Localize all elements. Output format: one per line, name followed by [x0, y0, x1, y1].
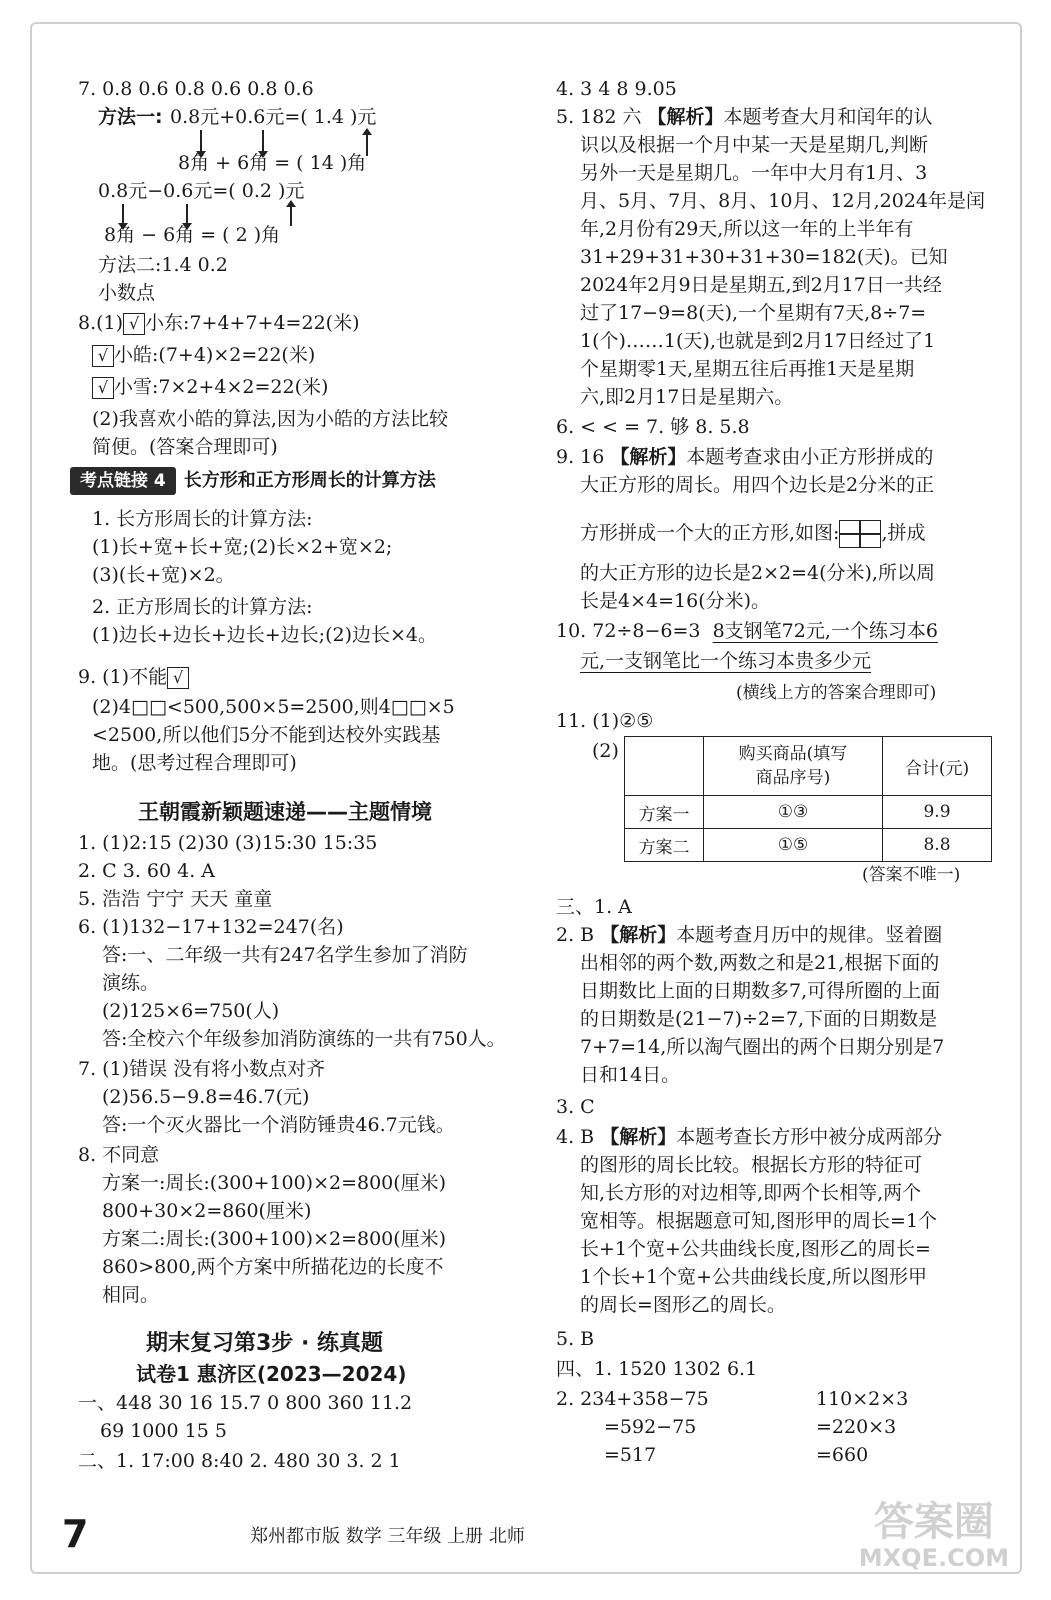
table-header-total: 合计(元) [883, 737, 992, 796]
r-q11-a: 11. (1)②⑤ [556, 710, 654, 732]
table-header-empty [625, 737, 704, 796]
s4-q1: 四、1. 1520 1302 6.1 [556, 1358, 758, 1380]
table-row [625, 829, 992, 862]
exam-subtitle: 试卷1 惠济区(2023—2024) [136, 1362, 407, 1386]
r-q6-8: 6. < < = 7. 够 8. 5.8 [556, 416, 750, 438]
knowledge-4: 2. 正方形周长的计算方法: [92, 596, 313, 618]
plan-items: ①③ [704, 796, 883, 829]
s3-q2-line1 [556, 922, 942, 948]
s3-q2-line6: 日和14日。 [580, 1064, 681, 1086]
r-q5-line2: 识以及根据一个月中某一天是星期几,判断 [580, 134, 929, 156]
arrow-up-icon [366, 134, 368, 156]
r-q5-answer: 5. 182 六 [556, 106, 642, 128]
s3-q4-line1 [556, 1124, 942, 1150]
plan-table [624, 736, 992, 862]
q9-line2: (2)4□□<500,500×5=2500,则4□□×5 [92, 696, 455, 718]
s3-q2-line5: 7+7=14,所以淘气圈出的两个日期分别是7 [580, 1036, 945, 1058]
s3-q4-line3: 知,长方形的对边相等,即两个长相等,两个 [580, 1182, 922, 1204]
q8-line5: 简便。(答案合理即可) [92, 436, 278, 458]
s4-q2-b2: =220×3 [816, 1416, 897, 1438]
s3-q3: 3. C [556, 1096, 595, 1118]
new-q8-d: 方案二:周长:(300+100)×2=800(厘米) [102, 1228, 447, 1250]
new-q7-c: 答:一个灭火器比一个消防锤贵46.7元钱。 [102, 1114, 455, 1136]
method1-eq2b: 8角 − 6角 = ( 2 )角 [104, 224, 281, 246]
s3-q4-answer: 4. B [556, 1126, 595, 1148]
s3-q4-line6: 1个长+1个宽+公共曲线长度,所以图形甲 [580, 1266, 928, 1288]
s3-q4-text: 本题考查长方形中被分成两部分 [676, 1126, 943, 1148]
r-q10-note: (横线上方的答案合理即可) [736, 683, 937, 703]
arrow-up-icon [290, 206, 292, 226]
watermark-top: 答案圈 [873, 1499, 994, 1545]
s3-q2-line3: 日期数比上面的日期数多7,可得所圈的上面 [580, 980, 941, 1002]
q7-line: 7. 0.8 0.6 0.8 0.6 0.8 0.6 [78, 78, 314, 100]
watermark-bottom: MXQE.COM [858, 1544, 1009, 1572]
r-q11-note: (答案不唯一) [862, 865, 961, 885]
new-q5: 5. 浩浩 宁宁 天天 童童 [78, 888, 273, 910]
r-q5-line5: 年,2月份有29天,所以这一年的上半年有 [580, 218, 914, 240]
new-q7-b: (2)56.5−9.8=46.7(元) [102, 1086, 310, 1108]
knowledge-2: (1)长+宽+长+宽;(2)长×2+宽×2; [92, 536, 393, 558]
s3-q4-line4: 宽相等。根据题意可知,图形甲的周长=1个 [580, 1210, 938, 1232]
new-q7-a: 7. (1)错误 没有将小数点对齐 [78, 1058, 326, 1080]
method2: 方法二:1.4 0.2 [98, 254, 228, 276]
table-header-row [625, 737, 992, 796]
r-q9-text: 本题考查求由小正方形拼成的 [686, 446, 934, 468]
analysis-tag: 【解析】 [600, 924, 677, 946]
new-q8-a: 8. 不同意 [78, 1144, 160, 1166]
r-q5-line6: 31+29+31+30+31+30=182(天)。已知 [580, 246, 948, 268]
r-q9-line4: 的大正方形的边长是2×2=4(分米),所以周 [580, 562, 935, 584]
method1-label: 方法一: [98, 106, 163, 128]
exam-part1-a: 一、448 30 16 15.7 0 800 360 11.2 [78, 1392, 413, 1414]
q9-line1 [78, 664, 189, 690]
r-q10-line2: 元,一支钢笔比一个练习本贵多少元 [580, 650, 872, 672]
s3-q2-line2: 出相邻的两个数,两数之和是21,根据下面的 [580, 952, 940, 974]
r-q5-line4: 月、5月、7月、8月、10月、12月,2024年是闰 [580, 190, 986, 212]
plan-name: 方案一 [625, 796, 704, 829]
r-q10-underlined: 8支钢笔72元,一个练习本6 [712, 620, 938, 642]
r-q9-text: ,拼成 [881, 522, 926, 544]
r-q5-line3: 另外一天是星期几。一年中大月有1月、3 [580, 162, 928, 184]
analysis-tag: 【解析】 [647, 106, 724, 128]
q9-text: 9. (1)不能 [78, 666, 168, 688]
q8-text: 小雪:7×2+4×2=22(米) [114, 376, 329, 398]
new-q8-c: 800+30×2=860(厘米) [102, 1200, 312, 1222]
banner-label: 考点链接 4 [70, 467, 176, 495]
s3-q2-line4: 的日期数是(21−7)÷2=7,下面的日期数是 [580, 1008, 938, 1030]
r-q5-text: 本题考查大月和闰年的认 [723, 106, 933, 128]
r-q10-line1 [556, 618, 938, 644]
analysis-tag: 【解析】 [600, 1126, 677, 1148]
r-q5-line8: 过了17−9=8(天),一个星期有7天,8÷7= [580, 302, 927, 324]
arrow-down-icon [262, 130, 264, 152]
page-number [62, 1512, 88, 1556]
plan-items: ①⑤ [704, 829, 883, 862]
new-q6-a: 6. (1)132−17+132=247(名) [78, 916, 344, 938]
s4-q2-c2: =660 [816, 1444, 869, 1466]
check-icon: √ [92, 345, 114, 367]
plan-name: 方案二 [625, 829, 704, 862]
exam-title: 期末复习第3步 · 练真题 [146, 1331, 383, 1356]
s4-q2-c: =517 [604, 1444, 657, 1466]
r-q9-text: 方形拼成一个大的正方形,如图: [580, 522, 840, 544]
plan-total: 8.8 [883, 829, 992, 862]
r-q5-line9: 1(个)……1(天),也就是到2月17日经过了1 [580, 330, 936, 352]
banner-title: 长方形和正方形周长的计算方法 [183, 470, 436, 491]
s4-q2-a: 2. 234+358−75 [556, 1388, 709, 1410]
r-q9-line1 [556, 444, 933, 470]
q9-line4: 地。(思考过程合理即可) [92, 752, 297, 774]
method1-eq2: 0.8元−0.6元=( 0.2 )元 [98, 180, 305, 202]
s3-q4-line7: 的周长=图形乙的周长。 [580, 1294, 786, 1316]
q8-text: 小皓:(7+4)×2=22(米) [114, 344, 316, 366]
new-q6-e: 答:全校六个年级参加消防演练的一共有750人。 [102, 1028, 506, 1050]
s3-q2-answer: 2. B [556, 924, 595, 946]
topic-banner [70, 466, 436, 494]
check-icon: √ [92, 377, 114, 399]
r-q10-eq: 10. 72÷8−6=3 [556, 620, 701, 642]
s3-q4-line2: 的图形的周长比较。根据长方形的特征可 [580, 1154, 923, 1176]
method1-eq1: 0.8元+0.6元=( 1.4 )元 [170, 106, 377, 128]
q8-line1 [78, 310, 359, 336]
arrow-down-icon [186, 204, 188, 224]
method1-eq1b: 8角 + 6角 = ( 14 )角 [178, 152, 367, 174]
r-q5-line11: 六,即2月17日是星期六。 [580, 386, 794, 408]
q8-line3 [92, 374, 328, 400]
square-grid-figure [839, 520, 881, 548]
r-q9-answer: 9. 16 [556, 446, 605, 468]
q8-line2 [92, 342, 315, 368]
r-q9-line5: 长是4×4=16(分米)。 [580, 590, 771, 612]
new-q6-d: (2)125×6=750(人) [102, 1000, 280, 1022]
analysis-tag: 【解析】 [610, 446, 687, 468]
section-title: 王朝霞新颖题速递——主题情境 [138, 800, 432, 824]
plan-total: 9.9 [883, 796, 992, 829]
q8-line4: (2)我喜欢小皓的算法,因为小皓的方法比较 [92, 408, 448, 430]
knowledge-5: (1)边长+边长+边长+边长;(2)边长×4。 [92, 624, 437, 646]
q8-number: 8.(1) [78, 312, 124, 334]
new-q8-b: 方案一:周长:(300+100)×2=800(厘米) [102, 1172, 447, 1194]
check-icon: √ [123, 313, 145, 335]
knowledge-3: (3)(长+宽)×2。 [92, 564, 235, 586]
r-q4: 4. 3 4 8 9.05 [556, 78, 677, 100]
arrow-down-icon [200, 130, 202, 152]
exam-part2: 二、1. 17:00 8:40 2. 480 30 3. 2 1 [78, 1450, 401, 1472]
s4-q2-a2: 110×2×3 [816, 1388, 909, 1410]
r-q11-b: (2) [592, 740, 619, 762]
s3-q5: 5. B [556, 1328, 595, 1350]
s3-q4-line5: 长+1个宽+公共曲线长度,图形乙的周长= [580, 1238, 931, 1260]
r-q5-line7: 2024年2月9日是星期五,到2月17日一共经 [580, 274, 942, 296]
new-q6-b: 答:一、二年级一共有247名学生参加了消防 [102, 944, 468, 966]
arrow-down-icon [122, 204, 124, 224]
footer-text: 郑州都市版 数学 三年级 上册 北师 [250, 1526, 525, 1547]
new-q2: 2. C 3. 60 4. A [78, 860, 216, 882]
s3-q2-text: 本题考查月历中的规律。竖着圈 [676, 924, 943, 946]
new-q8-f: 相同。 [102, 1284, 160, 1306]
page-number-text: 7 [62, 1512, 89, 1556]
s3-q1: 三、1. A [556, 896, 632, 918]
exam-part1-b: 69 1000 15 5 [100, 1420, 227, 1442]
method2-b: 小数点 [98, 282, 156, 304]
new-q1: 1. (1)2:15 (2)30 (3)15:30 15:35 [78, 832, 378, 854]
new-q8-e: 860>800,两个方案中所描花边的长度不 [102, 1256, 444, 1278]
table-header-items: 购买商品(填写 商品序号) [704, 737, 883, 796]
r-q9-line2: 大正方形的周长。用四个边长是2分米的正 [580, 474, 935, 496]
q9-line3: <2500,所以他们5分不能到达校外实践基 [92, 724, 441, 746]
table-row [625, 796, 992, 829]
new-q6-c: 演练。 [102, 972, 160, 994]
r-q5-line1 [556, 104, 933, 130]
knowledge-1: 1. 长方形周长的计算方法: [92, 508, 313, 530]
s4-q2-b: =592−75 [604, 1416, 697, 1438]
check-icon: √ [167, 667, 189, 689]
watermark-logo [859, 1500, 1009, 1572]
q8-text: 小东:7+4+7+4=22(米) [145, 312, 360, 334]
r-q9-line3 [580, 520, 926, 548]
r-q5-line10: 个星期零1天,星期五往后再推1天是星期 [580, 358, 915, 380]
